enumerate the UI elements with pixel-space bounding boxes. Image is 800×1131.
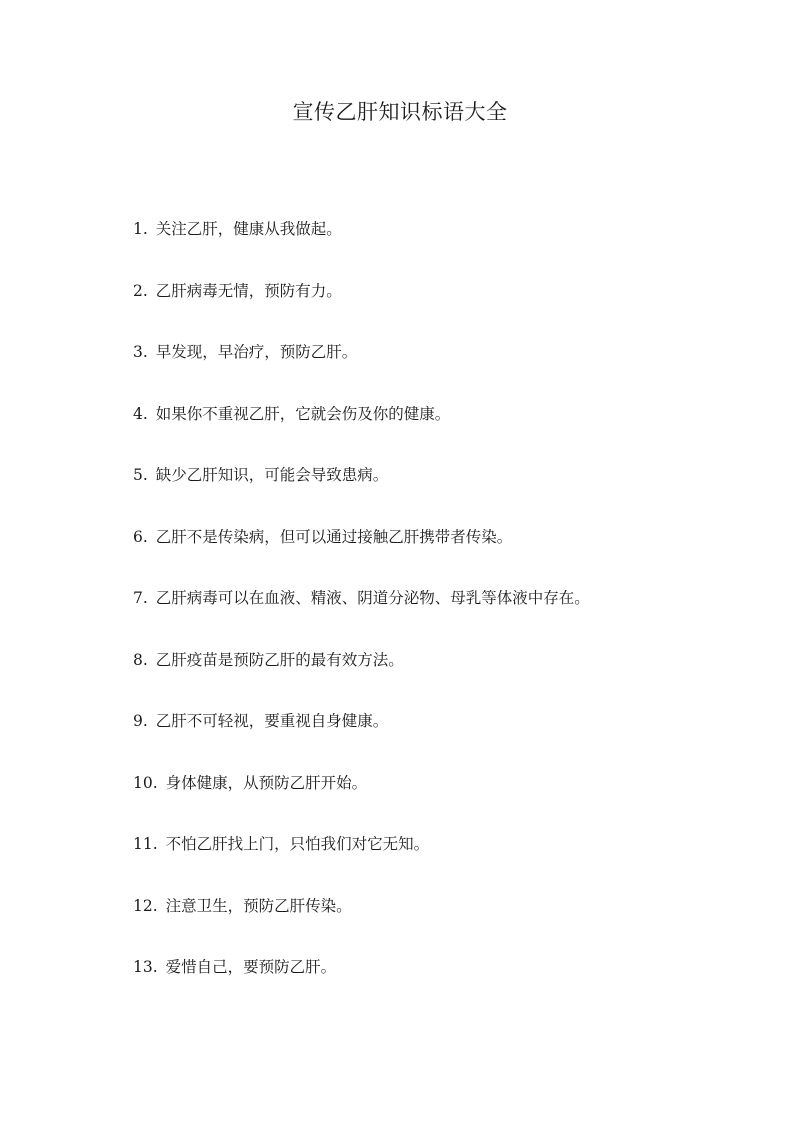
page-title: 宣传乙肝知识标语大全 — [292, 100, 508, 124]
item-text: 早发现，早治疗，预防乙肝。 — [155, 343, 358, 361]
list-item — [133, 645, 753, 676]
item-text: 身体健康，从预防乙肝开始。 — [165, 773, 368, 792]
item-text: 如果你不重视乙肝，它就会伤及你的健康。 — [155, 404, 451, 423]
item-text: 缺少乙肝知识，可能会导致患病。 — [155, 466, 389, 484]
list-item — [133, 337, 753, 368]
item-text: 关注乙肝，健康从我做起。 — [155, 220, 342, 238]
list-item — [133, 399, 753, 430]
list-item — [133, 214, 753, 245]
list-item — [133, 460, 753, 491]
item-number: 13. — [133, 958, 158, 976]
slogan-list — [133, 214, 753, 1014]
item-text: 乙肝疫苗是预防乙肝的最有效方法。 — [155, 650, 404, 669]
list-item — [133, 522, 753, 553]
item-text: 乙肝病毒可以在血液、精液、阴道分泌物、母乳等体液中存在。 — [155, 589, 590, 607]
list-item — [133, 829, 753, 860]
item-text: 乙肝病毒无情，预防有力。 — [155, 281, 342, 300]
item-text: 爱惜自己，要预防乙肝。 — [165, 958, 337, 976]
item-number: 4. — [133, 404, 148, 423]
item-number: 2. — [133, 281, 148, 300]
item-number: 8. — [133, 650, 148, 669]
list-item — [133, 583, 753, 614]
item-number: 10. — [133, 773, 158, 792]
item-text: 乙肝不是传染病，但可以通过接触乙肝携带者传染。 — [155, 527, 513, 546]
item-number: 3. — [133, 343, 148, 361]
item-text: 注意卫生，预防乙肝传染。 — [165, 896, 352, 915]
item-number: 12. — [133, 896, 158, 915]
list-item — [133, 276, 753, 307]
item-number: 9. — [133, 712, 148, 730]
item-number: 1. — [133, 220, 148, 238]
list-item — [133, 952, 753, 983]
item-number: 7. — [133, 589, 148, 607]
item-text: 不怕乙肝找上门，只怕我们对它无知。 — [165, 835, 430, 853]
item-number: 5. — [133, 466, 148, 484]
list-item — [133, 891, 753, 922]
item-text: 乙肝不可轻视，要重视自身健康。 — [155, 712, 389, 730]
item-number: 11. — [133, 835, 158, 853]
item-number: 6. — [133, 527, 148, 546]
list-item — [133, 706, 753, 737]
list-item — [133, 768, 753, 799]
